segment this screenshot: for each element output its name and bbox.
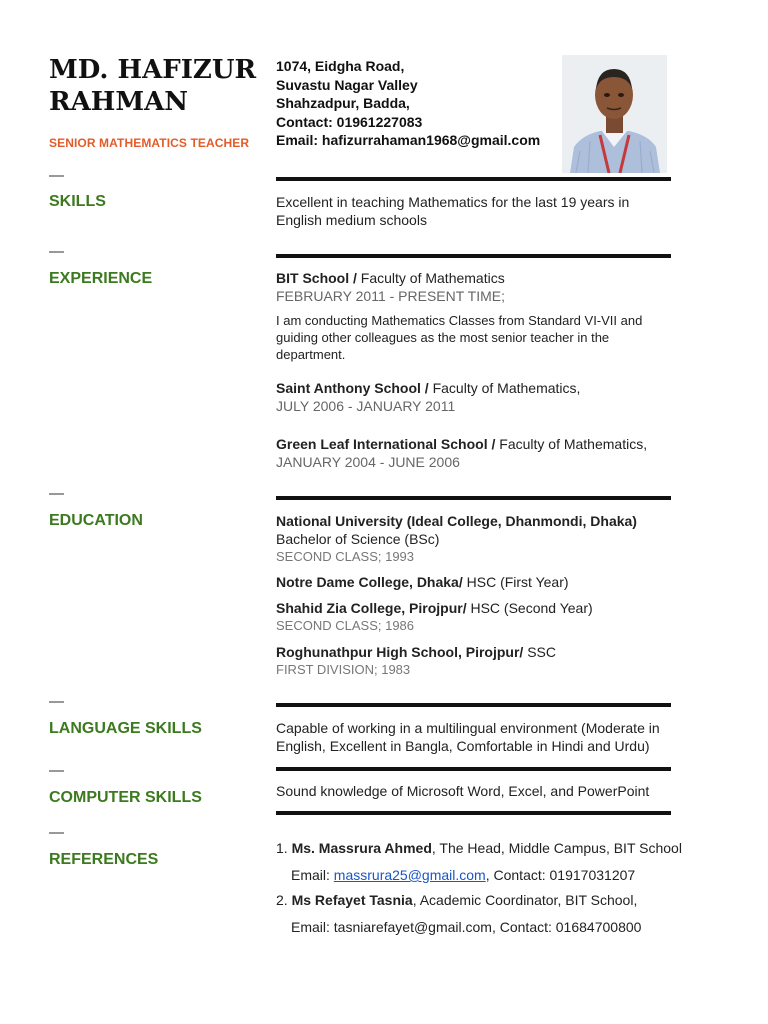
section-divider-dash: — bbox=[49, 167, 64, 184]
reference-number: 1. bbox=[276, 840, 288, 856]
institution-name: Roghunathpur High School, Pirojpur/ bbox=[276, 644, 524, 660]
education-result: SECOND CLASS; 1993 bbox=[276, 549, 415, 564]
employer-name: Saint Anthony School / bbox=[276, 380, 429, 396]
person-portrait-icon bbox=[562, 55, 667, 173]
language-line-1: Capable of working in a multilingual environment (Moderate in bbox=[276, 720, 660, 736]
reference-name: Ms. Massrura Ahmed bbox=[291, 840, 432, 856]
experience-heading: EXPERIENCE bbox=[49, 270, 153, 287]
degree-name: HSC (Second Year) bbox=[466, 600, 593, 616]
employer-name: Green Leaf International School / bbox=[276, 436, 496, 452]
references-heading: REFERENCES bbox=[49, 851, 159, 868]
position-title: Faculty of Mathematics, bbox=[495, 436, 648, 452]
address-line-2: Suvastu Nagar Valley bbox=[276, 76, 418, 93]
contact-block bbox=[276, 57, 540, 150]
language-skills-text bbox=[276, 719, 660, 755]
skills-text bbox=[276, 193, 629, 229]
section-rule bbox=[276, 254, 671, 258]
education-entry bbox=[276, 573, 569, 591]
experience-description bbox=[276, 312, 642, 363]
education-entry bbox=[276, 599, 593, 635]
section-rule bbox=[276, 496, 671, 500]
description-line: guiding other colleagues as the most senior teacher in the bbox=[276, 330, 610, 345]
experience-entry bbox=[276, 379, 580, 415]
language-skills-heading: LANGUAGE SKILLS bbox=[49, 720, 202, 737]
employer-name: BIT School / bbox=[276, 270, 357, 286]
education-heading: EDUCATION bbox=[49, 512, 143, 529]
section-rule bbox=[276, 767, 671, 771]
section-divider-dash: — bbox=[49, 762, 64, 779]
description-line: I am conducting Mathematics Classes from Standard VI-VII and bbox=[276, 313, 643, 328]
section-rule bbox=[276, 811, 671, 815]
skills-line-1: Excellent in teaching Mathematics for the last 19 years in bbox=[276, 194, 630, 210]
reference-email-label: Email: bbox=[291, 919, 334, 935]
address-line-1: 1074, Eidgha Road, bbox=[276, 58, 405, 74]
name-line-2: RAHMAN bbox=[49, 87, 189, 117]
reference-email-label: Email: bbox=[291, 867, 334, 883]
section-divider-dash: — bbox=[49, 485, 64, 502]
institution-name: Notre Dame College, Dhaka/ bbox=[276, 574, 463, 590]
reference-contact: , Contact: 01917031207 bbox=[485, 867, 636, 883]
reference-contact: , Contact: 01684700800 bbox=[491, 919, 642, 935]
address-line-3: Shahzadpur, Badda, bbox=[276, 95, 410, 112]
email-contact: Email: hafizurrahaman1968@gmail.com bbox=[276, 132, 541, 149]
description-line: department. bbox=[276, 347, 346, 362]
job-title: SENIOR MATHEMATICS TEACHER bbox=[49, 136, 250, 150]
section-divider-dash: — bbox=[49, 824, 64, 841]
degree-name: SSC bbox=[523, 644, 556, 660]
degree-name: HSC (First Year) bbox=[462, 574, 569, 590]
language-line-2: English, Excellent in Bangla, Comfortable in Hindi and Urdu) bbox=[276, 738, 650, 754]
reference-name: Ms Refayet Tasnia bbox=[291, 892, 413, 908]
section-rule bbox=[276, 703, 671, 707]
education-result: SECOND CLASS; 1986 bbox=[276, 618, 415, 633]
degree-name: Bachelor of Science (BSc) bbox=[276, 531, 440, 547]
skills-heading: SKILLS bbox=[49, 193, 106, 210]
reference-role: , Academic Coordinator, BIT School, bbox=[412, 892, 638, 908]
education-entry bbox=[276, 512, 637, 566]
position-title: Faculty of Mathematics bbox=[356, 270, 505, 286]
reference-number: 2. bbox=[276, 892, 288, 908]
employment-dates: FEBRUARY 2011 - PRESENT TIME; bbox=[276, 288, 506, 304]
reference-entry bbox=[276, 839, 682, 884]
reference-email-link[interactable]: massrura25@gmail.com bbox=[333, 867, 486, 883]
skills-line-2: English medium schools bbox=[276, 212, 427, 228]
experience-entry bbox=[276, 435, 647, 471]
experience-entry bbox=[276, 269, 505, 305]
name-line-1: MD. HAFIZUR bbox=[49, 55, 257, 85]
education-entry bbox=[276, 643, 556, 679]
education-result: FIRST DIVISION; 1983 bbox=[276, 662, 411, 677]
section-divider-dash: — bbox=[49, 693, 64, 710]
computer-line-1: Sound knowledge of Microsoft Word, Excel, and PowerPoint bbox=[276, 783, 650, 799]
phone-contact: Contact: 01961227083 bbox=[276, 113, 423, 130]
institution-name: Shahid Zia College, Pirojpur/ bbox=[276, 600, 467, 616]
computer-skills-heading: COMPUTER SKILLS bbox=[49, 789, 202, 806]
profile-photo bbox=[562, 55, 667, 173]
reference-email: tasniarefayet@gmail.com bbox=[333, 919, 492, 935]
reference-role: , The Head, Middle Campus, BIT School bbox=[431, 840, 682, 856]
reference-entry bbox=[276, 891, 641, 936]
employment-dates: JULY 2006 - JANUARY 2011 bbox=[276, 398, 456, 414]
candidate-name bbox=[49, 54, 269, 118]
section-divider-dash: — bbox=[49, 243, 64, 260]
position-title: Faculty of Mathematics, bbox=[428, 380, 581, 396]
section-rule bbox=[276, 177, 671, 181]
employment-dates: JANUARY 2004 - JUNE 2006 bbox=[276, 454, 460, 470]
computer-skills-text bbox=[276, 782, 649, 800]
institution-name: National University (Ideal College, Dhanmondi, Dhaka) bbox=[276, 513, 637, 529]
